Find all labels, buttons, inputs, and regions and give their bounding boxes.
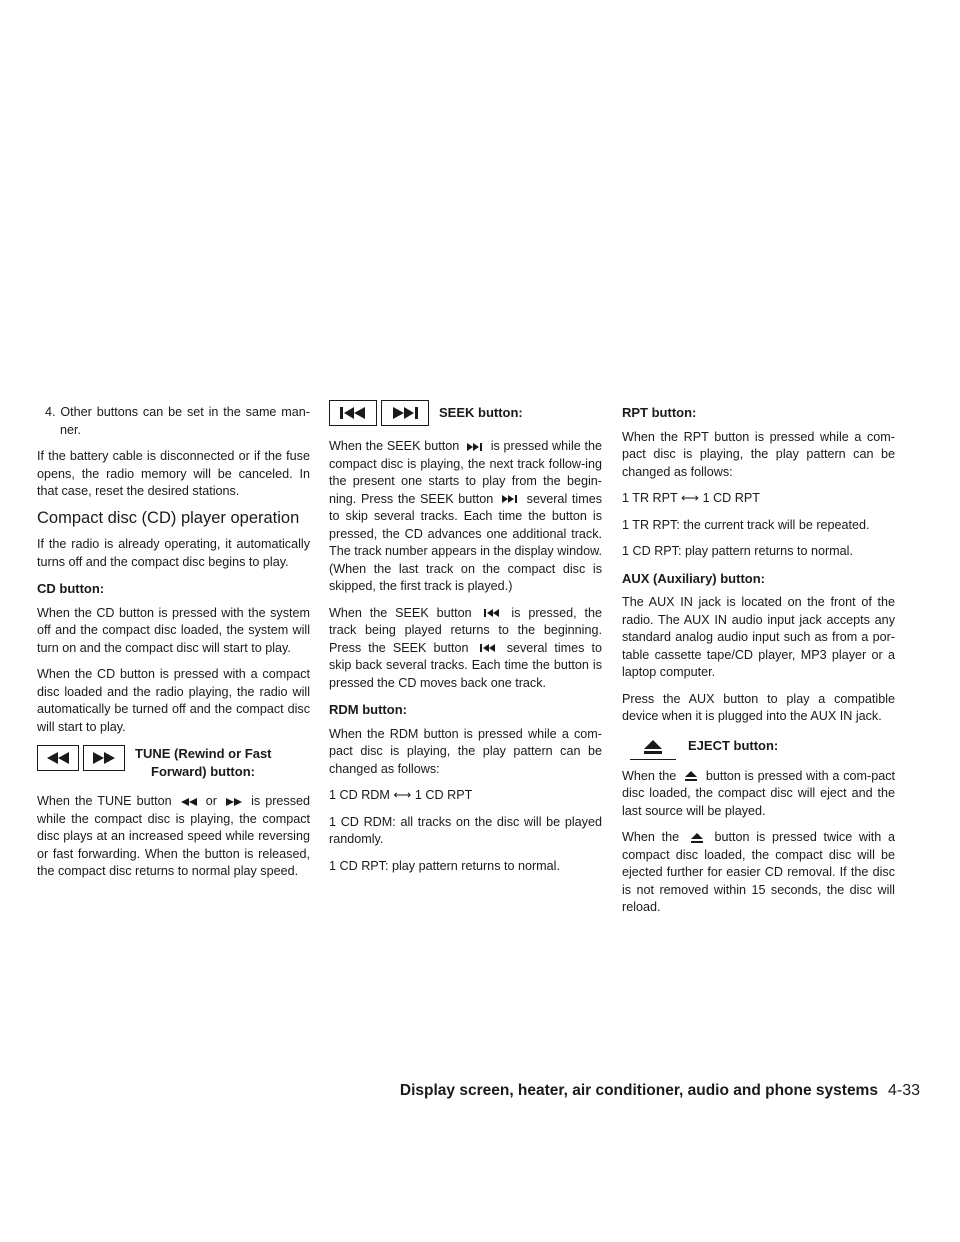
eject-para1-text-a: When the [622,768,677,783]
fast-forward-button-graphic [83,745,125,771]
eject-para2-text-a: When the [622,830,680,844]
section-title: Compact disc (CD) player operation [37,508,300,527]
seek-para1-text-c: several times to skip several tracks. Each time the button is pressed, the CD advances one additional track. The track number appears in the display window. (When the last track on the compact disc is skipped, the first track is played.) [329,491,603,593]
fast-forward-icon [226,798,242,806]
seek-forward-icon [502,495,518,503]
page-number: 4-33 [887,1082,920,1099]
eject-paragraph-2 [622,829,895,917]
eject-para2-text-b: button is pressed twice with a compact disc loaded, the compact disc will be ejected further for easier CD removal. If the disc is not removed within 15 seconds, the disc will reload. [622,830,896,914]
seek-para2-text-c: several times to skip back several tracks. Each time the button is pressed the CD moves back one track. [329,640,603,690]
tune-label-line-2: Forward) button: [151,764,255,779]
column-2 [329,404,602,884]
tune-button-figure [37,745,310,781]
eject-paragraph-1 [622,768,895,821]
battery-paragraph: If the battery cable is disconnected or if the fuse opens, the radio memory will be canceled. In that case, reset the desired stations. [37,449,310,498]
cd-button-heading: CD button: [37,581,105,596]
seek-forward-button-graphic [381,400,429,426]
cd-rpt-description: 1 CD RPT: play pattern returns to normal. [622,544,853,558]
seek-button-label: SEEK button: [439,405,523,420]
seek-paragraph-1 [329,438,602,596]
tune-para-text-b: is pressed while the compact disc is playing, the compact disc plays at an increased speed while reversing or fast forwarding. When the button is released, the compact disc returns to normal play speed. [37,794,311,878]
rewind-icon [181,798,197,806]
seek-para2-text-a: When the SEEK button [329,605,472,620]
eject-icon [690,833,704,843]
seek-button-figure [329,400,602,426]
tune-button-label [129,745,272,781]
tune-paragraph [37,793,310,881]
aux-button-heading: AUX (Auxiliary) button: [622,570,765,586]
rewind-icon [46,752,70,764]
tune-para-or: or [205,794,217,808]
seek-para1-text-a: When the SEEK button [329,439,460,453]
rpt-cycle: 1 TR RPT ⟷ 1 CD RPT [622,491,760,505]
rdm-paragraph: When the RDM button is pressed while a com-pact disc is playing, the play pattern can be changed as follows: [329,726,602,776]
seek-forward-icon [391,407,419,419]
seek-back-icon [480,644,496,652]
eject-button-label: EJECT button: [688,737,779,753]
rdm-description: 1 CD RDM: all tracks on the disc will be played randomly. [329,814,602,846]
column-1 [37,404,310,890]
column-3 [622,404,895,926]
eject-icon [684,771,698,781]
aux-paragraph-2: Press the AUX button to play a compatible device when it is plugged into the AUX IN jack. [622,691,895,723]
list-item-4: 4. Other buttons can be set in the same man-ner. [45,405,310,437]
tune-label-line-1: TUNE (Rewind or Fast [135,746,272,761]
cd-paragraph-2: When the CD button is pressed with a compact disc loaded and the radio playing, the radio will automatically be turned off and the compact disc will start to play. [37,667,310,734]
rpt-button-heading: RPT button: [622,405,697,420]
page-footer [400,1082,920,1100]
auto-paragraph: If the radio is already operating, it automatically turns off and the compact disc begins to play. [37,537,310,569]
rpt-paragraph: When the RPT button is pressed while a com-pact disc is playing, the play pattern can be changed as follows: [622,429,895,479]
tr-rpt-description: 1 TR RPT: the current track will be repeated. [622,517,870,532]
aux-paragraph-1: The AUX IN jack is located on the front of the radio. The AUX IN audio input jack accepts any standard analog audio input such as from a por-table cassette tape/CD player, MP3 player or a laptop computer. [622,595,895,679]
rewind-button-graphic [37,745,79,771]
seek-forward-icon [467,443,483,451]
seek-back-icon [339,407,367,419]
eject-button-graphic [630,735,676,760]
fast-forward-icon [92,752,116,764]
cd-paragraph-1: When the CD button is pressed with the system off and the compact disc loaded, the system will turn on and the compact disc will start to play. [37,605,310,655]
seek-paragraph-2 [329,605,602,693]
eject-para1-text-b: button is pressed with a com-pact disc loaded, the compact disc will eject and the last source will be played. [622,768,895,818]
eject-icon [643,740,663,754]
rdm-cycle: 1 CD RDM ⟷ 1 CD RPT [329,788,473,802]
seek-para2-text-b: is pressed, the track being played returns to the beginning. Press the SEEK button [329,605,603,655]
tune-para-text-a: When the TUNE button [37,794,172,808]
rpt-description: 1 CD RPT: play pattern returns to normal. [329,858,560,873]
footer-title: Display screen, heater, air conditioner, audio and phone systems [399,1082,878,1099]
seek-para1-text-b: is pressed while the compact disc is playing, the next track follow-ing the present one starts to play from the begin-ning. Press the SEEK button [329,439,602,506]
eject-button-figure [622,735,895,760]
rdm-button-heading: RDM button: [329,702,407,717]
seek-back-icon [484,609,500,617]
seek-back-button-graphic [329,400,377,426]
